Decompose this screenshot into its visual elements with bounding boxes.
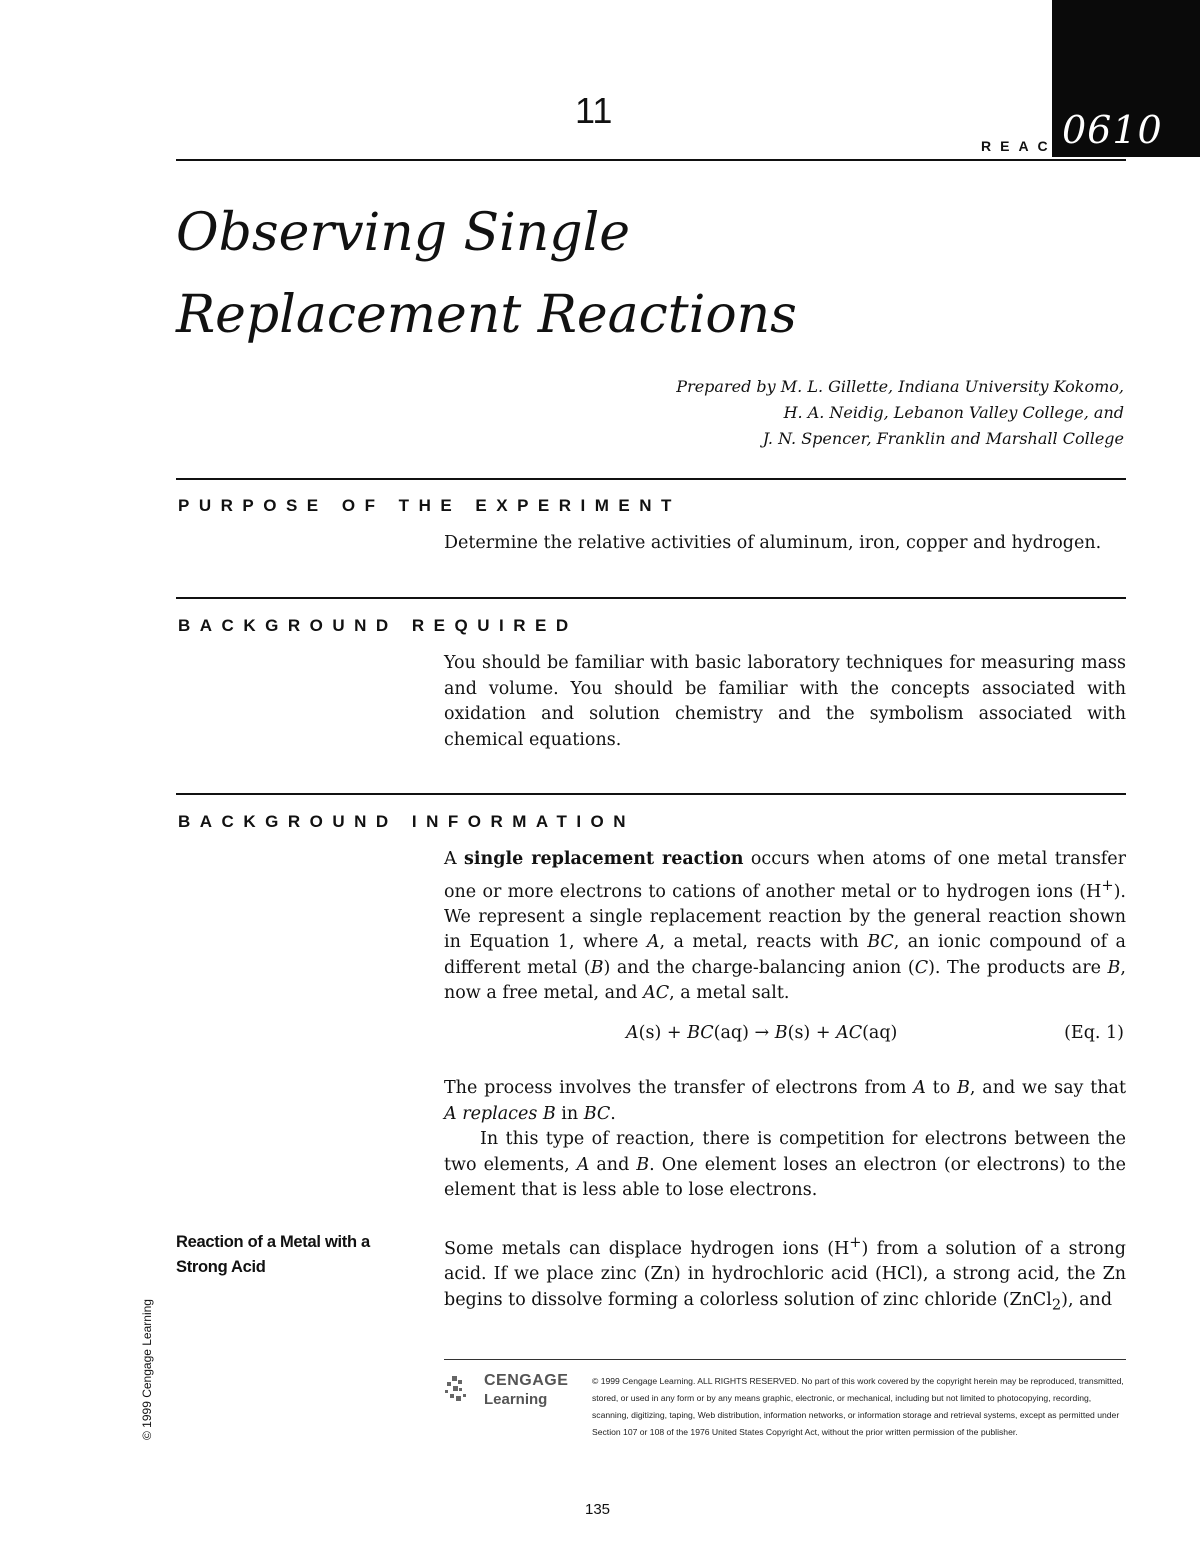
section-rule — [176, 478, 1126, 480]
author-line: Prepared by M. L. Gillette, Indiana University Kokomo, — [676, 377, 1124, 396]
background-information-heading: BACKGROUND INFORMATION — [178, 812, 636, 831]
side-copyright: © 1999 Cengage Learning — [140, 1299, 154, 1440]
background-required-heading: BACKGROUND REQUIRED — [178, 616, 578, 635]
footer-rule — [444, 1359, 1126, 1360]
equation-label: (Eq. 1) — [1064, 1023, 1124, 1043]
background-information-paragraph: The process involves the transfer of electrons from A to B, and we say that A replaces B in BC. In this type of reaction, there is competition for electrons between the two elements, A and B. One element loses an electron (or electrons) to the element that is less able to lose electrons. — [444, 1078, 1126, 1200]
author-line: H. A. Neidig, Lebanon Valley College, and — [783, 403, 1124, 422]
metal-acid-paragraph: Some metals can displace hydrogen ions (H+) from a solution of a strong acid. If we place zinc (Zn) in hydrochloric acid (HCl), a strong acid, the Zn begins to dissolve forming a colorless solution of zinc chloride (ZnCl$_2$), and — [444, 1234, 1126, 1314]
section-rule — [176, 597, 1126, 599]
cengage-logo-icon — [444, 1374, 484, 1410]
author-line: J. N. Spencer, Franklin and Marshall College — [762, 429, 1124, 448]
equation: A(s) + BC(aq) → B(s) + AC(aq) — [626, 1023, 898, 1043]
background-information-paragraph: A single replacement reaction occurs when atoms of one metal transfer one or more electrons to cations of another metal or to hydrogen ions (H+). We represent a single replacement reaction by the general reaction shown in Equation 1, where A, a metal, reacts with BC, an ionic compound of a different metal (B) and the charge-balancing anion (C). The products are B, now a free metal, and AC, a metal salt. — [444, 849, 1126, 1004]
purpose-heading: PURPOSE OF THE EXPERIMENT — [178, 496, 681, 515]
section-code: REAC — [981, 138, 1057, 154]
chapter-number: 11 — [575, 90, 613, 131]
key-term: single replacement reaction — [464, 849, 744, 869]
purpose-text: Determine the relative activities of aluminum, iron, copper and hydrogen. — [444, 533, 1102, 553]
header-rule — [176, 159, 1126, 161]
page-title — [176, 192, 797, 356]
side-heading-line: Reaction of a Metal with a — [176, 1233, 370, 1251]
section-rule — [176, 793, 1126, 795]
authors — [676, 374, 1124, 452]
title-line-1: Observing Single — [176, 203, 630, 263]
logo-text-line-2: Learning — [484, 1391, 548, 1408]
side-heading-line: Strong Acid — [176, 1258, 266, 1276]
background-required-text: You should be familiar with basic laboratory techniques for measuring mass and volume. You should be familiar with the concepts associated with oxidation and solution chemistry and the symbolism associated with chemical equations. — [444, 653, 1126, 750]
copyright-notice: © 1999 Cengage Learning. ALL RIGHTS RESERVED. No part of this work covered by the copyright herein may be reproduced, transmitted, stored, or used in any form or by any means graphic, electronic, or mechanical, including but not limited to photocopying, recording, scanning, digitizing, taping, Web distribution, information networks, or information storage and retrieval systems, except as permitted under Section 107 or 108 of the 1976 United States Copyright Act, without the prior written permission of the publisher. — [592, 1376, 1124, 1437]
side-heading — [176, 1230, 370, 1280]
module-number: 0610 — [1062, 108, 1163, 152]
cengage-logo — [444, 1372, 584, 1412]
page-number: 135 — [585, 1501, 611, 1518]
logo-text-line-1: CENGAGE — [484, 1372, 569, 1389]
title-line-2: Replacement Reactions — [176, 285, 797, 345]
